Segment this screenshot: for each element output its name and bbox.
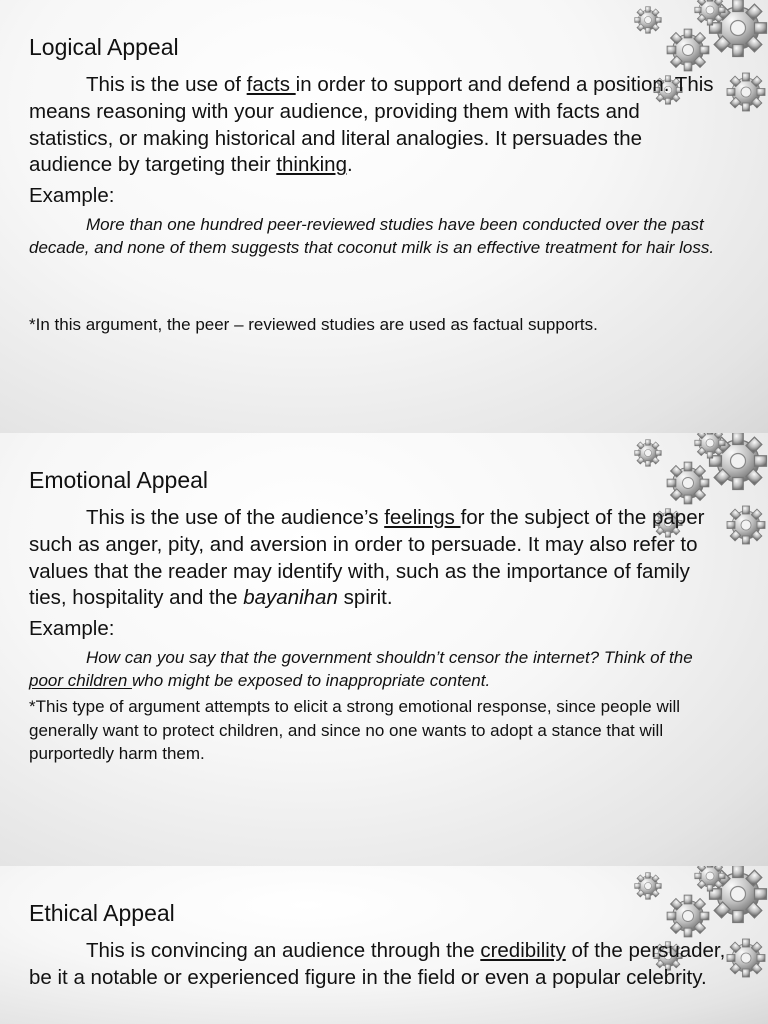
example-text — [29, 647, 729, 693]
underlined-term: credibility — [480, 939, 566, 962]
body-text: This is the use of the audience’s — [86, 506, 385, 529]
underlined-term: poor children — [29, 670, 133, 690]
example-body: More than one hundred peer-reviewed studies have been conducted over the past decade, and none of them suggests that coconut milk is an effective treatment for hair loss. — [29, 215, 715, 257]
body-text: spirit. — [337, 586, 393, 610]
slide-title: Logical Appeal — [29, 34, 179, 60]
example-body: How can you say that the government shouldn’t censor the internet? Think of the — [86, 648, 693, 667]
note-text: *This type of argument attempts to elicit a strong emotional response, since people will generally want to protect children, and since no one wants to adopt a stance that will purportedly harm them. — [29, 697, 681, 763]
underlined-term: facts — [246, 73, 296, 96]
slide-logical-appeal — [0, 0, 768, 433]
slide-body — [29, 938, 729, 992]
note-text: *In this argument, the peer – reviewed studies are used as factual supports. — [29, 315, 598, 334]
slide-body — [29, 72, 729, 179]
example-body: who might be exposed to inappropriate content. — [132, 670, 491, 690]
body-text: This is the use of — [86, 73, 247, 96]
slide-title: Ethical Appeal — [29, 900, 175, 926]
body-text: of the persuader, be it a notable or experienced figure in the field or even a popular celebrity. — [29, 939, 726, 989]
example-text — [29, 214, 729, 260]
slide-title: Emotional Appeal — [29, 467, 209, 493]
underlined-term: thinking — [276, 153, 347, 177]
italic-term: bayanihan — [243, 586, 338, 610]
slide-body — [29, 505, 729, 612]
example-label: Example: — [29, 184, 115, 207]
body-text: This is convincing an audience through the — [86, 939, 481, 962]
example-label: Example: — [29, 617, 115, 640]
body-text: in order to support and defend a position. This means reasoning with your audience, providing them with facts and statistics, or making historical and literal analogies. It persuades the audience by targeting their — [29, 73, 714, 177]
body-text: . — [346, 153, 353, 177]
slide-emotional-appeal — [0, 433, 768, 866]
underlined-term: feelings — [384, 506, 461, 529]
slide-ethical-appeal — [0, 866, 768, 1024]
body-text: for the subject of the paper such as anger, pity, and aversion in order to persuade. It may also refer to values that the reader may identify with, such as the importance of family ties, hospitality and the — [29, 506, 705, 610]
